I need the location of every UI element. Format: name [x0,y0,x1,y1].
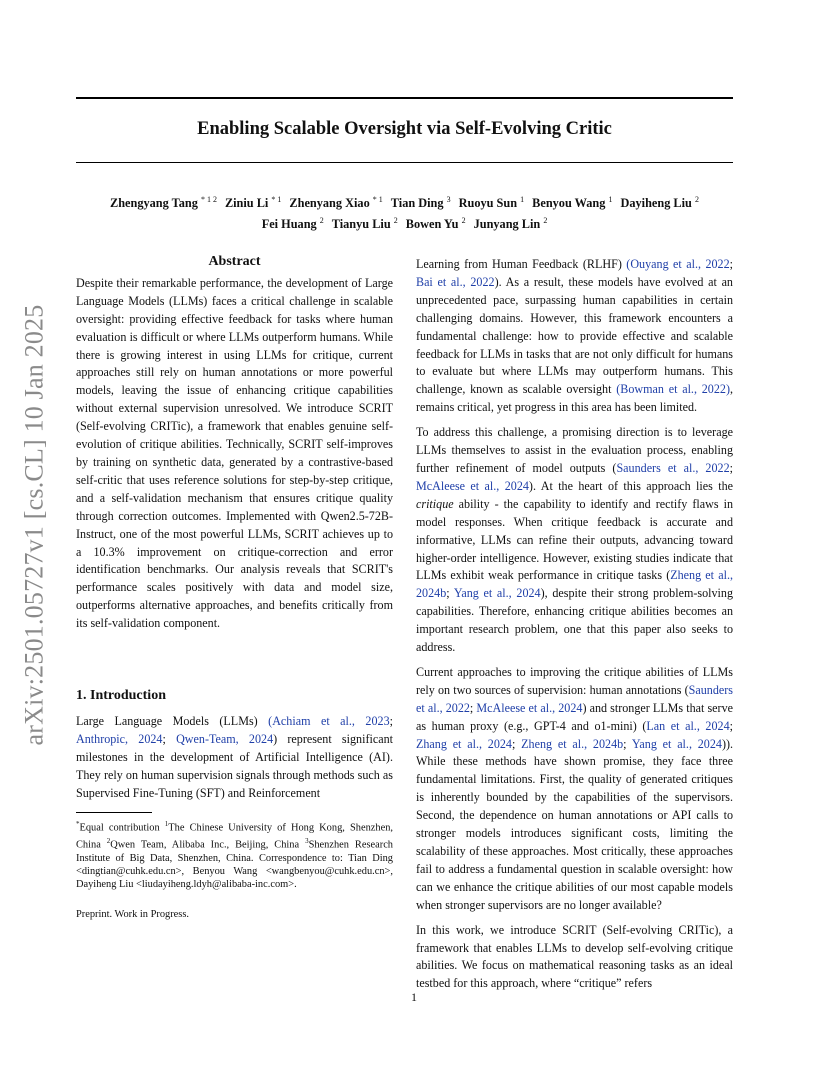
text: To address this challenge, a promising direction is to leverage LLMs themselves to assist in the evaluation process, enabling further refinement of model outputs ( [416,425,733,475]
author-name: Dayiheng Liu [620,196,692,211]
author [262,217,324,231]
intro-paragraph-3 [416,424,733,657]
citation-link[interactable]: Zhang et al., 2024 [416,736,512,751]
text: ; [729,257,734,271]
citation-link[interactable]: (Ouyang et al., 2022 [626,257,730,271]
author-list [70,191,739,233]
author [391,196,451,210]
citation-link[interactable]: Anthropic, 2024 [76,731,163,746]
author-line-2 [70,212,739,233]
author-affiliation-mark: * 1 [271,195,282,204]
author-line-1 [70,191,739,212]
author-affiliation-mark: 2 [319,216,324,226]
left-column [76,253,393,921]
text: Learning from Human Feedback (RLHF) [416,257,627,271]
author-name: Fei Huang [261,217,317,232]
section-heading-introduction: 1. Introduction [76,688,166,704]
text: ; [389,713,393,728]
author [406,217,466,231]
author [532,196,612,210]
text: ; [162,731,177,746]
author-affiliation-mark: 2 [694,195,699,204]
title-rule-bottom [76,162,733,163]
author-affiliation-mark: * 1 2 [200,195,217,204]
citation-link[interactable]: Zheng et al., 2024b [521,736,624,751]
author [110,196,217,210]
text: ), despite their strong problem-solving capabilities. Therefore, enhancing critique abilities becomes an important research problem, one that this paper also seeks to address. [416,586,733,655]
text: Large Language Models (LLMs) [76,713,269,728]
text: ; [729,718,733,733]
author [289,196,382,210]
citation-link[interactable]: Saunders et al., 2022 [416,682,733,715]
intro-paragraph-5: In this work, we introduce SCRIT (Self-evolving CRITic), a framework that enables LLMs to develop self-evolving critique abilities. We focus on mathematical reasoning tasks as an ideal testbed for this approach, where “critique” refers [416,922,733,991]
citation-link[interactable]: (Achiam et al., 2023 [268,713,390,728]
citation-link[interactable]: Qwen-Team, 2024 [176,731,274,746]
footnote-mark: 3 [305,837,309,846]
author [474,217,548,231]
text: ; [511,736,522,751]
author-affiliation-mark: 2 [461,216,466,226]
text: Current approaches to improving the critique abilities of LLMs rely on two sources of supervision: human annotations ( [416,664,733,697]
text: ) and stronger LLMs that serve as human proxy (e.g., GPT-4 and o1-mini) ( [416,700,733,733]
author-name: Junyang Lin [473,217,541,232]
text: ). At the heart of this approach lies the [528,478,733,493]
citation-link[interactable]: McAleese et al., 2024 [476,700,583,715]
author-name: Tian Ding [390,196,444,211]
author [225,196,281,210]
author-name: Tianyu Liu [331,217,391,232]
author-name: Zhenyang Xiao [289,196,370,211]
intro-paragraph-2 [416,256,733,417]
footnote-mark: 2 [106,837,111,846]
citation-link[interactable]: McAleese et al., 2024 [416,478,529,493]
title-rule-top [76,97,733,99]
right-column [416,256,733,1000]
page-number: 1 [411,990,417,1004]
text: )). While these methods have shown promise, they face three fundamental limitations. First, the quality of generated critiques is inherently bounded by the capabilities of the supervisors. Second, the dependence on human annotations or API calls to stronger models introduces significant costs, limiting the scalability of these approaches. Most critically, these approaches fail to address a fundamental question in scalable oversight: how can we enhance the critique abilities of our most capable models when stronger supervisors are no longer available? [416,736,734,912]
author-name: Ziniu Li [224,196,269,211]
emphasis-text: critique [416,496,454,511]
text: ; [446,586,454,601]
author-name: Bowen Yu [405,217,459,232]
arxiv-stamp [8,292,60,758]
author-name: Benyou Wang [532,196,606,211]
author-affiliation-mark: 1 [608,195,613,204]
footnote-rule [76,812,152,813]
paper-title: Enabling Scalable Oversight via Self-Evolving Critic [197,119,612,139]
citation-link[interactable]: Yang et al., 2024 [453,586,541,601]
author-name: Zhengyang Tang [110,196,198,211]
preprint-note: Preprint. Work in Progress. [76,909,189,921]
affiliation-footnote [76,818,393,891]
text: The Chinese University of Hong Kong, Shenzhen, China [76,822,393,851]
text: ability - the capability to identify and rectify flaws in model responses. When critique feedback is accurate and informative, LLMs can refine their outputs, advancing toward higher-order intelligence. However, existing studies indicate that LLMs exhibit weak performance in critique tasks ( [416,496,733,583]
abstract-text: Despite their remarkable performance, the development of Large Language Models (LLMs) faces a critical challenge in scalable oversight: providing effective feedback for tasks where human evaluation is difficult or where LLMs outperform humans. While there is growing interest in using LLMs for critique, current approaches still rely on human annotations or more powerful models, leaving the issue of enhancing critique capabilities without external supervision unresolved. We introduce SCRIT (Self-evolving CRITic), a framework that enables genuine self-evolution of critique abilities. Technically, SCRIT self-improves by training on synthetic data, generated by a contrastive-based self-critic that uses reference solutions for step-by-step critique, and a self-validation mechanism that ensures critique quality through correction outcomes. Implemented with Qwen2.5-72B-Instruct, one of the most powerful LLMs, SCRIT achieves up to a 10.3% improvement on critique-correction and error identification benchmarks. Our analysis reveals that SCRIT's performance scales positively with data and model size, outperforms alternative approaches, and benefits critically from its self-validation component. [76,275,393,631]
citation-link[interactable]: Saunders et al., 2022 [616,460,730,475]
text: , remains critical, yet progress in this area has been limited. [416,382,734,415]
text: ) represent significant milestones in the development of Artificial Intelligence (AI). They rely on human supervision signals through methods such as Supervised Fine-Tuning (SFT) and Reinforcement [76,731,393,800]
intro-paragraph-1 [76,713,393,803]
text: Qwen Team, Alibaba Inc., Beijing, China [110,839,306,851]
footnote-mark: * [76,820,80,829]
author-affiliation-mark: 3 [446,195,451,204]
author [459,196,525,210]
author-affiliation-mark: 2 [543,216,548,226]
abstract-heading: Abstract [208,254,261,269]
citation-link[interactable]: Yang et al., 2024 [631,736,722,751]
author [620,196,699,210]
author-name: Ruoyu Sun [458,196,518,211]
footnote-mark: 1 [164,820,169,829]
text: Shenzhen Research Institute of Big Data, Shenzhen, China. Correspondence to: Tian Ding <dingtian@cuhk.edu.cn>, Benyou Wang <wangbenyou@cuhk.edu.cn>, Dayiheng Liu <liudayiheng.ldyh@alibaba-inc.com>. [76,839,394,891]
text: ). As a result, these models have evolved at an unprecedented pace, surpassing human capabilities in certain challenging domains. However, this framework encounters a fundamental challenge: how to provide effective and scalable feedback for LLMs in tasks that are not only difficult for humans to evaluate but where LLMs may outperform humans. This challenge, known as scalable oversight [416,274,733,397]
text: ; [469,700,477,715]
arxiv-stamp-text: arXiv:2501.05727v1 [cs.CL] 10 Jan 2025 [19,304,49,746]
text: Equal contribution [79,822,165,834]
intro-paragraph-4 [416,664,733,915]
author-affiliation-mark: 2 [393,216,398,226]
author-affiliation-mark: * 1 [372,195,383,204]
citation-link[interactable]: (Bowman et al., 2022) [616,382,730,397]
citation-link[interactable]: Bai et al., 2022 [416,274,495,289]
citation-link[interactable]: Lan et al., 2024 [646,718,730,733]
text: ; [623,736,632,751]
author-affiliation-mark: 1 [520,195,525,204]
text: ; [729,460,733,475]
author [332,217,398,231]
citation-link[interactable]: Zheng et al., 2024b [416,568,733,601]
